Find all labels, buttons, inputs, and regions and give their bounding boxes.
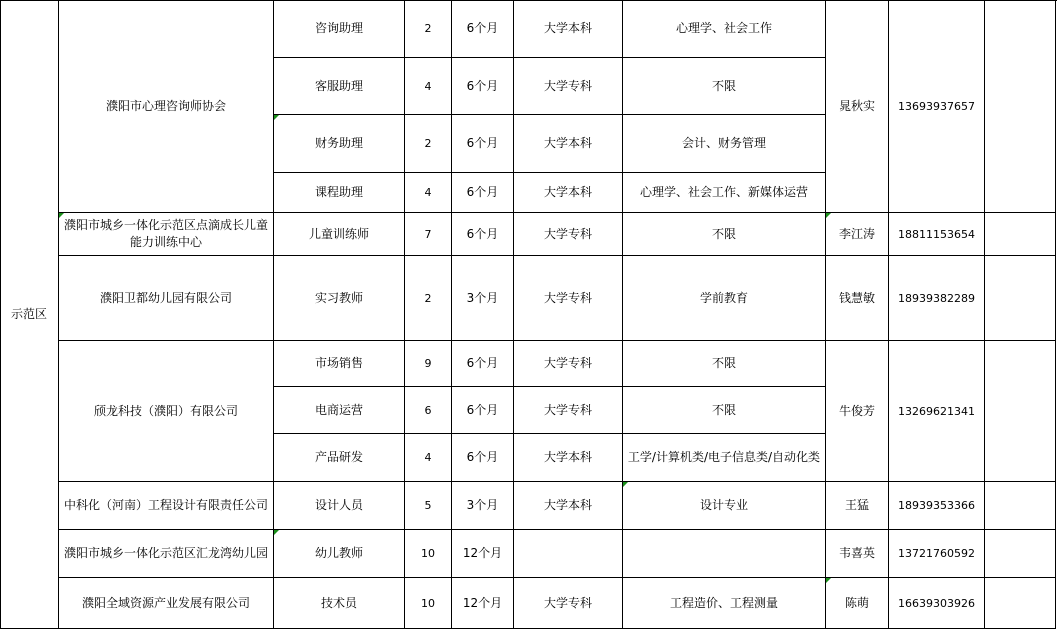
org-name: 颀龙科技（濮阳）有限公司	[93, 403, 238, 418]
count: 4	[424, 451, 432, 464]
empty-cell	[985, 530, 1056, 578]
duration: 12个月	[462, 546, 503, 560]
count-cell	[405, 434, 452, 482]
major-cell	[623, 173, 826, 213]
duration: 6个月	[466, 78, 499, 93]
district-cell	[0, 0, 59, 629]
phone-number: 18939353366	[898, 499, 975, 512]
position: 实习教师	[314, 290, 363, 305]
major-cell	[623, 387, 826, 434]
position: 儿童训练师	[308, 226, 369, 241]
duration-cell	[452, 482, 514, 530]
position: 课程助理	[314, 185, 363, 199]
duration-cell	[452, 341, 514, 387]
org-name: 中科化（河南）工程设计有限责任公司	[63, 498, 268, 512]
contact-name: 韦喜英	[838, 546, 875, 560]
count: 2	[424, 22, 432, 35]
education-cell	[514, 482, 623, 530]
contact-cell	[826, 341, 889, 482]
major: 心理学、社会工作、新媒体运营	[639, 185, 808, 199]
count: 4	[424, 186, 432, 199]
education: 大学本科	[543, 21, 592, 35]
count: 5	[424, 499, 432, 512]
contact-cell	[826, 0, 889, 213]
education-cell	[514, 58, 623, 115]
org-name-cell	[59, 530, 274, 578]
count: 2	[424, 137, 432, 150]
org-name-cell	[59, 256, 274, 341]
education-cell	[514, 173, 623, 213]
duration: 6个月	[466, 356, 499, 370]
position: 幼儿教师	[314, 546, 363, 560]
major-cell	[623, 115, 826, 173]
major-cell	[623, 434, 826, 482]
duration-cell	[452, 256, 514, 341]
major: 不限	[711, 402, 736, 417]
major-cell	[623, 213, 826, 256]
position-cell	[274, 482, 405, 530]
org-name: 濮阳市心理咨询师协会	[105, 98, 226, 113]
education-cell	[514, 341, 623, 387]
empty-cell	[985, 482, 1056, 530]
count-cell	[405, 578, 452, 629]
position-cell	[274, 213, 405, 256]
count-cell	[405, 0, 452, 58]
count-cell	[405, 213, 452, 256]
duration-cell	[452, 530, 514, 578]
education: 大学专科	[543, 78, 592, 93]
duration: 6个月	[466, 136, 499, 150]
contact-name: 陈萌	[844, 595, 869, 610]
position-cell	[274, 341, 405, 387]
position: 咨询助理	[314, 21, 363, 35]
education: 大学专科	[543, 290, 592, 305]
count-cell	[405, 256, 452, 341]
empty-cell	[985, 256, 1056, 341]
position-cell	[274, 387, 405, 434]
count-cell	[405, 173, 452, 213]
education: 大学本科	[543, 136, 592, 150]
position-cell	[274, 530, 405, 578]
duration: 3个月	[466, 290, 499, 305]
phone-number: 18811153654	[898, 227, 975, 241]
duration-cell	[452, 213, 514, 256]
education: 大学专科	[543, 402, 592, 417]
duration: 6个月	[466, 402, 499, 417]
major-cell	[623, 482, 826, 530]
contact-cell	[826, 256, 889, 341]
major-cell	[623, 0, 826, 58]
org-name-cell	[59, 578, 274, 629]
education: 大学专科	[543, 356, 592, 370]
education-cell	[514, 0, 623, 58]
contact-name: 钱慧敏	[838, 290, 875, 305]
count: 7	[424, 227, 432, 241]
org-name: 濮阳全域资源产业发展有限公司	[81, 595, 250, 610]
education-cell	[514, 115, 623, 173]
education: 大学本科	[543, 185, 592, 199]
duration: 6个月	[466, 185, 499, 199]
education: 大学专科	[543, 226, 592, 241]
count: 6	[424, 403, 432, 417]
org-name-cell	[59, 213, 274, 256]
empty-cell	[985, 578, 1056, 629]
contact-cell	[826, 213, 889, 256]
district-label: 示范区	[10, 306, 47, 321]
position-cell	[274, 58, 405, 115]
count-cell	[405, 482, 452, 530]
contact-cell	[826, 482, 889, 530]
position: 财务助理	[314, 136, 363, 150]
phone-number: 13269621341	[898, 404, 975, 418]
position-cell	[274, 578, 405, 629]
org-name: 濮阳市城乡一体化示范区点滴成长儿童能力训练中心	[63, 218, 268, 249]
position: 客服助理	[314, 78, 363, 93]
major: 不限	[711, 226, 736, 241]
major-cell	[623, 341, 826, 387]
education: 大学专科	[543, 595, 592, 610]
education-cell	[514, 256, 623, 341]
duration: 3个月	[466, 498, 499, 512]
position-cell	[274, 115, 405, 173]
contact-name: 王猛	[844, 498, 869, 512]
position: 市场销售	[314, 356, 363, 370]
duration-cell	[452, 173, 514, 213]
count-cell	[405, 341, 452, 387]
phone-number: 16639303926	[898, 596, 975, 610]
phone-number: 18939382289	[898, 291, 975, 305]
count-cell	[405, 115, 452, 173]
major-cell	[623, 256, 826, 341]
position-cell	[274, 434, 405, 482]
duration: 12个月	[462, 595, 503, 610]
education: 大学本科	[543, 498, 592, 512]
phone-number: 13721760592	[898, 547, 975, 560]
contact-name: 牛俊芳	[838, 403, 875, 418]
empty-cell	[985, 0, 1056, 213]
major-cell	[623, 578, 826, 629]
org-name-cell	[59, 482, 274, 530]
duration-cell	[452, 0, 514, 58]
duration-cell	[452, 434, 514, 482]
position: 电商运营	[314, 402, 363, 417]
major-cell	[623, 530, 826, 578]
empty-cell	[985, 341, 1056, 482]
duration-cell	[452, 578, 514, 629]
count: 4	[424, 79, 432, 93]
org-name-cell	[59, 0, 274, 213]
education: 大学本科	[543, 450, 592, 464]
education-cell	[514, 387, 623, 434]
education-cell	[514, 530, 623, 578]
phone-cell	[889, 213, 985, 256]
contact-cell	[826, 578, 889, 629]
position-cell	[274, 0, 405, 58]
count: 2	[424, 291, 432, 305]
count: 10	[421, 547, 435, 560]
major: 会计、财务管理	[681, 136, 766, 150]
duration-cell	[452, 115, 514, 173]
phone-cell	[889, 0, 985, 213]
contact-cell	[826, 530, 889, 578]
duration-cell	[452, 58, 514, 115]
position-cell	[274, 256, 405, 341]
contact-name: 李江涛	[838, 226, 875, 241]
empty-cell	[985, 213, 1056, 256]
major: 设计专业	[699, 498, 748, 512]
position: 设计人员	[314, 498, 363, 512]
education-cell	[514, 578, 623, 629]
org-name: 濮阳卫都幼儿园有限公司	[99, 290, 232, 305]
duration: 6个月	[466, 226, 499, 241]
count-cell	[405, 530, 452, 578]
phone-cell	[889, 341, 985, 482]
phone-cell	[889, 578, 985, 629]
education-cell	[514, 434, 623, 482]
count-cell	[405, 58, 452, 115]
count: 10	[421, 596, 435, 610]
contact-name: 晁秋实	[838, 98, 875, 113]
major: 工学/计算机类/电子信息类/自动化类	[627, 450, 821, 464]
major: 不限	[711, 356, 736, 370]
major: 工程造价、工程测量	[669, 595, 778, 610]
education-cell	[514, 213, 623, 256]
org-name: 濮阳市城乡一体化示范区汇龙湾幼儿园	[63, 546, 268, 560]
phone-number: 13693937657	[898, 99, 975, 113]
position: 产品研发	[314, 450, 363, 464]
position-cell	[274, 173, 405, 213]
phone-cell	[889, 256, 985, 341]
phone-cell	[889, 530, 985, 578]
count: 9	[424, 357, 432, 370]
duration: 6个月	[466, 21, 499, 35]
major-cell	[623, 58, 826, 115]
major: 学前教育	[699, 290, 748, 305]
duration: 6个月	[466, 450, 499, 464]
duration-cell	[452, 387, 514, 434]
major: 心理学、社会工作	[675, 21, 772, 35]
phone-cell	[889, 482, 985, 530]
position: 技术员	[320, 595, 357, 610]
major: 不限	[711, 78, 736, 93]
org-name-cell	[59, 341, 274, 482]
count-cell	[405, 387, 452, 434]
